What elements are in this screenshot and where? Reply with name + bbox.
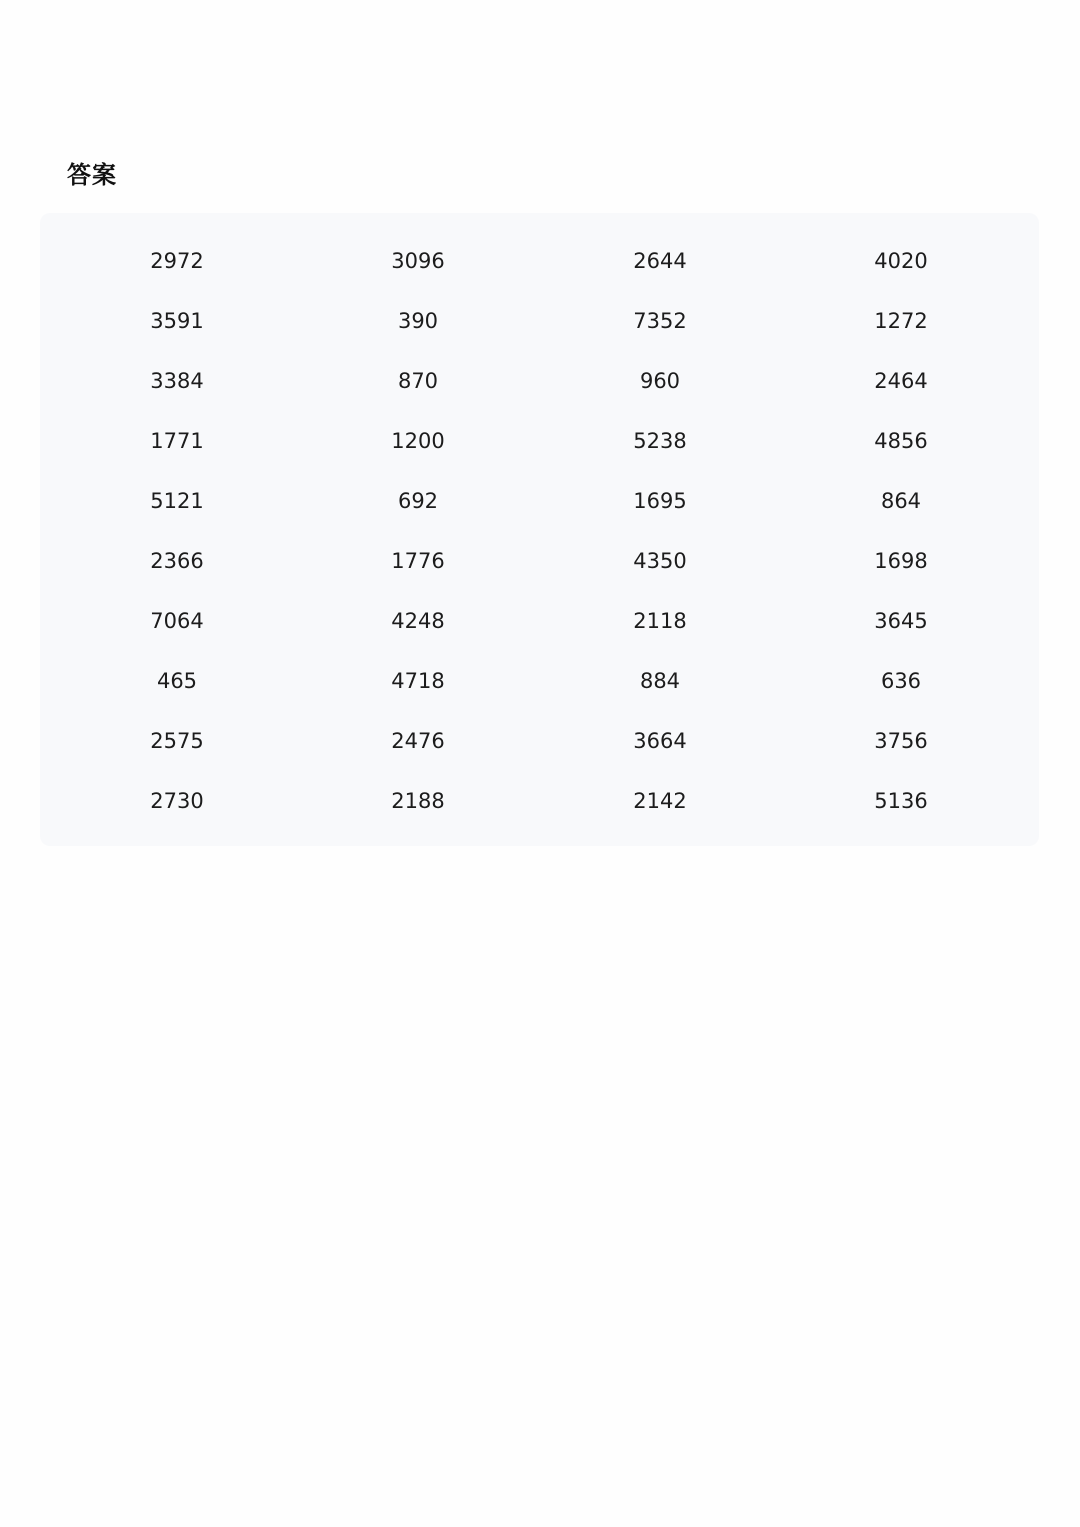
answer-value: 2644 bbox=[633, 249, 687, 273]
answer-value: 3591 bbox=[150, 309, 204, 333]
answer-value: 465 bbox=[156, 669, 198, 693]
page-title: 答案 bbox=[67, 161, 117, 189]
answer-value: 4856 bbox=[874, 429, 928, 453]
answer-value: 3645 bbox=[874, 609, 928, 633]
answer-value: 636 bbox=[880, 669, 922, 693]
answer-row bbox=[40, 601, 1039, 641]
answer-value: 4350 bbox=[633, 549, 687, 573]
answer-value: 2366 bbox=[150, 549, 204, 573]
answer-value: 884 bbox=[639, 669, 681, 693]
answer-value: 390 bbox=[397, 309, 439, 333]
answer-value: 2118 bbox=[633, 609, 687, 633]
answer-value: 960 bbox=[639, 369, 681, 393]
answer-row bbox=[40, 361, 1039, 401]
answer-row bbox=[40, 421, 1039, 461]
answer-panel bbox=[40, 213, 1039, 846]
answer-value: 3096 bbox=[391, 249, 445, 273]
answer-row bbox=[40, 241, 1039, 281]
answer-row bbox=[40, 661, 1039, 701]
answer-row bbox=[40, 721, 1039, 761]
answer-value: 1272 bbox=[874, 309, 928, 333]
answer-value: 3664 bbox=[633, 729, 687, 753]
answer-value: 1771 bbox=[150, 429, 204, 453]
answer-value: 3756 bbox=[874, 729, 928, 753]
answer-value: 2575 bbox=[150, 729, 204, 753]
answer-value: 1695 bbox=[633, 489, 687, 513]
answer-value: 870 bbox=[397, 369, 439, 393]
answer-value: 2730 bbox=[150, 789, 204, 813]
answer-value: 3384 bbox=[150, 369, 204, 393]
answer-value: 5136 bbox=[874, 789, 928, 813]
answer-row bbox=[40, 481, 1039, 521]
answer-value: 2972 bbox=[150, 249, 204, 273]
answer-value: 4248 bbox=[391, 609, 445, 633]
answer-value: 864 bbox=[880, 489, 922, 513]
answer-value: 7352 bbox=[633, 309, 687, 333]
answer-value: 2142 bbox=[633, 789, 687, 813]
answer-value: 2464 bbox=[874, 369, 928, 393]
answer-value: 7064 bbox=[150, 609, 204, 633]
answer-value: 1776 bbox=[391, 549, 445, 573]
answer-value: 1200 bbox=[391, 429, 445, 453]
answer-value: 692 bbox=[397, 489, 439, 513]
answer-value: 5238 bbox=[633, 429, 687, 453]
answer-value: 2188 bbox=[391, 789, 445, 813]
answer-row bbox=[40, 541, 1039, 581]
answer-value: 5121 bbox=[150, 489, 204, 513]
answer-value: 2476 bbox=[391, 729, 445, 753]
answer-row bbox=[40, 781, 1039, 821]
answer-value: 4718 bbox=[391, 669, 445, 693]
answer-row bbox=[40, 301, 1039, 341]
answer-value: 4020 bbox=[874, 249, 928, 273]
answer-value: 1698 bbox=[874, 549, 928, 573]
